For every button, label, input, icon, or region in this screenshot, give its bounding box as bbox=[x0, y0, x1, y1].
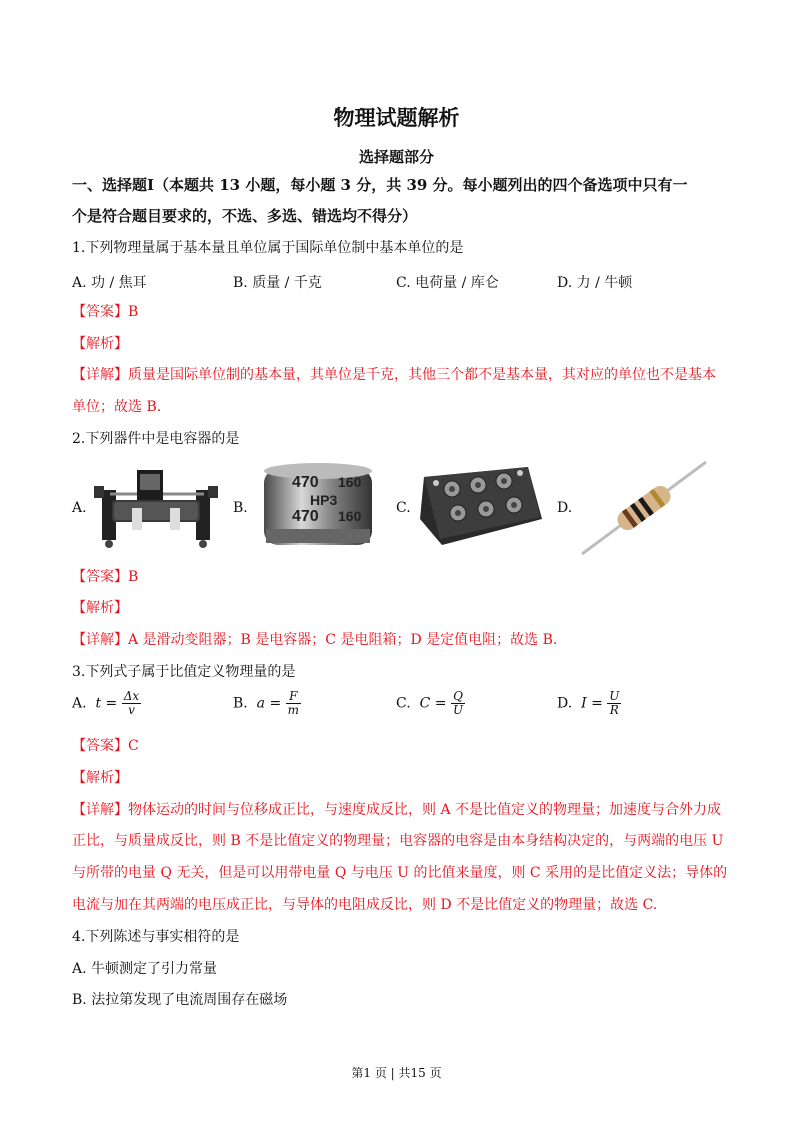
q1-stem: 1.下列物理量属于基本量且单位属于国际单位制中基本单位的是 bbox=[72, 240, 464, 256]
capacitor-label-3: 160 bbox=[338, 474, 362, 490]
q3-answer: 【答案】C bbox=[72, 738, 139, 754]
sliding-rheostat-image bbox=[92, 464, 222, 550]
q3-stem: 3.下列式子属于比值定义物理量的是 bbox=[72, 664, 296, 680]
q2-analysis: 【解析】 bbox=[72, 600, 128, 616]
q2-option-a: A. bbox=[72, 500, 87, 516]
capacitor-label-2: HP3 bbox=[310, 492, 338, 508]
q3-detail-line3: 与所带的电量 Q 无关，但是可以用带电量 Q 与电压 U 的比值来量度，则 C 采用的是比值定义法；导体的 bbox=[72, 865, 728, 881]
q2-stem: 2.下列器件中是电容器的是 bbox=[72, 431, 240, 447]
q1-option-b: B. 质量 / 千克 bbox=[233, 275, 322, 291]
q4-option-b: B. 法拉第发现了电流周围存在磁场 bbox=[72, 992, 288, 1008]
q3-detail-line1: 【详解】物体运动的时间与位移成正比，与速度成反比，则 A 不是比值定义的物理量；加速度与合外力成 bbox=[72, 802, 722, 818]
q2-option-b: B. bbox=[233, 500, 248, 516]
page-footer: 第1 页 | 共15 页 bbox=[351, 1066, 442, 1080]
q1-detail-line2: 单位；故选 B. bbox=[72, 399, 162, 415]
electrolytic-capacitor-image bbox=[258, 459, 378, 555]
q3-option-c: C. C = $\frac{Q}{U}$ bbox=[396, 689, 464, 717]
q3-detail-line4: 电流与加在其两端的电压成正比，与导体的电阻成反比，则 D 不是比值定义的物理量；故选 C. bbox=[72, 897, 658, 913]
q3-option-b: B. a = $\frac{F}{m}$ bbox=[233, 689, 300, 717]
q2-option-c: C. bbox=[396, 500, 411, 516]
q2-option-d: D. bbox=[557, 500, 573, 516]
q1-option-c: C. 电荷量 / 库仑 bbox=[396, 275, 499, 291]
q4-stem: 4.下列陈述与事实相符的是 bbox=[72, 929, 240, 945]
section-subtitle: 选择题部分 bbox=[358, 148, 434, 166]
fixed-resistor-image bbox=[578, 458, 710, 558]
capacitor-label-1: 470 bbox=[292, 474, 319, 491]
q2-answer: 【答案】B bbox=[72, 569, 139, 585]
q3-option-d: D. I = $\frac{U}{R}$ bbox=[557, 689, 620, 717]
q1-analysis: 【解析】 bbox=[72, 336, 128, 352]
q3-option-a: A. t = $\frac{\Delta x}{v}$ bbox=[72, 689, 140, 717]
q1-option-d: D. 力 / 牛顿 bbox=[557, 275, 633, 291]
q4-option-a: A. 牛顿测定了引力常量 bbox=[72, 961, 218, 977]
svg-text:470: 470 bbox=[292, 508, 319, 525]
q3-analysis: 【解析】 bbox=[72, 770, 128, 786]
q3-detail-line2: 正比，与质量成反比，则 B 不是比值定义的物理量；电容器的电容是由本身结构决定的，与两端的电压 U bbox=[72, 833, 724, 849]
svg-text:160: 160 bbox=[338, 508, 362, 524]
section-heading-line1: 一、选择题Ⅰ（本题共 13 小题，每小题 3 分，共 39 分。每小题列出的四个备选项中只有一 bbox=[72, 176, 688, 194]
resistance-box-image bbox=[418, 459, 546, 555]
q1-detail-line1: 【详解】质量是国际单位制的基本量，其单位是千克，其他三个都不是基本量，其对应的单位也不是基本 bbox=[72, 367, 716, 383]
q1-answer: 【答案】B bbox=[72, 304, 139, 320]
page-title: 物理试题解析 bbox=[333, 105, 460, 130]
q2-detail-line1: 【详解】A 是滑动变阻器；B 是电容器；C 是电阻箱；D 是定值电阻；故选 B. bbox=[72, 632, 558, 648]
q1-option-a: A. 功 / 焦耳 bbox=[72, 275, 147, 291]
section-heading-line2: 个是符合题目要求的，不选、多选、错选均不得分） bbox=[72, 207, 418, 225]
